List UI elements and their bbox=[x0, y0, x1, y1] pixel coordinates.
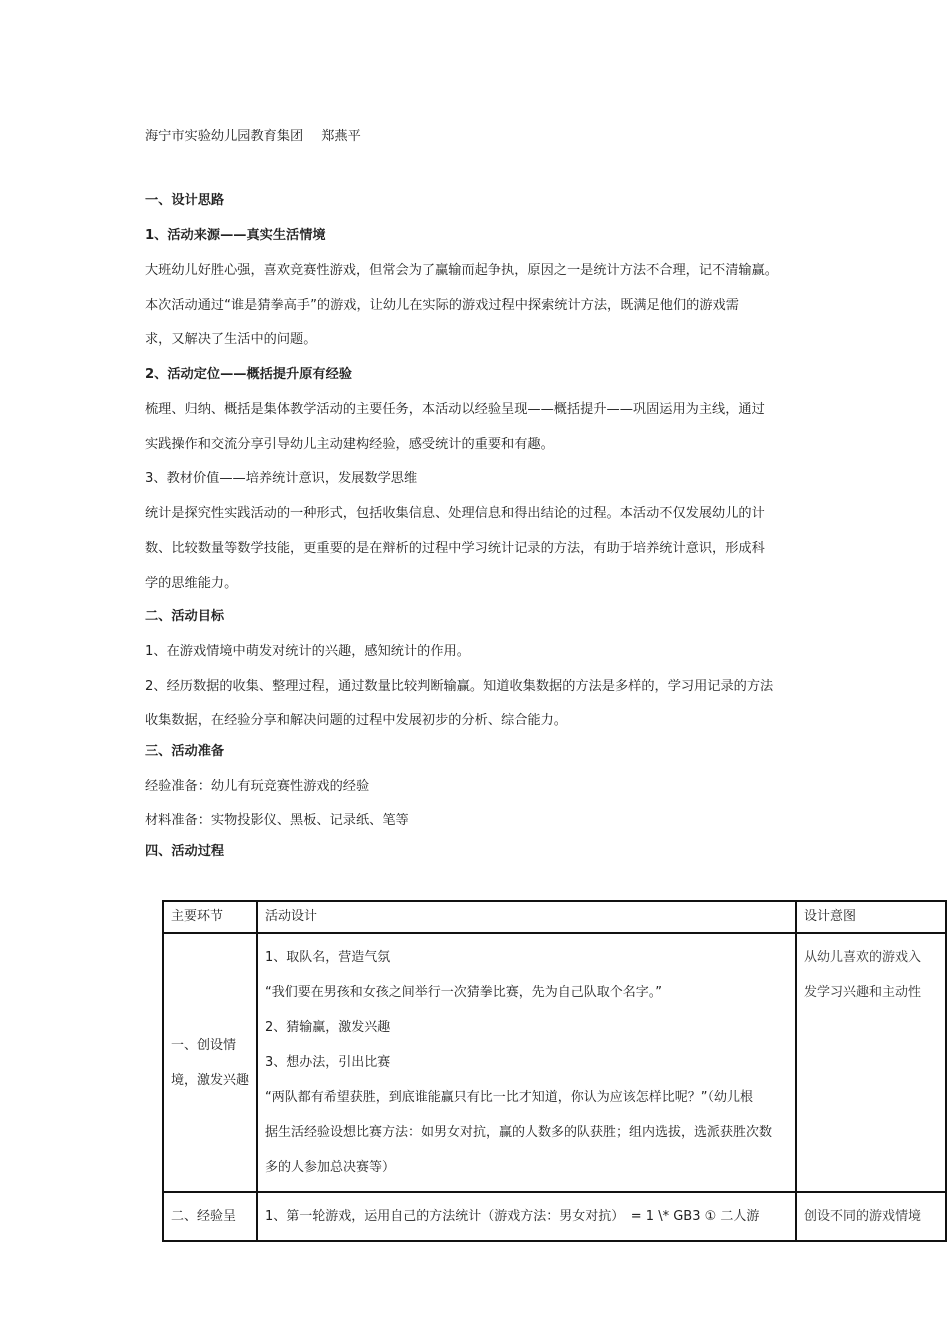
design-line: “我们要在男孩和女孩之间举行一次猜拳比赛，先为自己队取个名字。” bbox=[265, 985, 662, 1000]
header-cell: 设计意图 bbox=[796, 901, 946, 933]
stage-text: 二、经验呈 bbox=[171, 1209, 237, 1224]
design-line: 多的人参加总决赛等） bbox=[265, 1160, 396, 1175]
prep-line: 经验准备：幼儿有玩竞赛性游戏的经验 bbox=[145, 779, 370, 794]
header-cell: 活动设计 bbox=[257, 901, 796, 933]
design-line: 3、想办法，引出比赛 bbox=[265, 1055, 391, 1070]
section-heading-prep: 三、活动准备 bbox=[145, 744, 225, 759]
intent-line: 从幼儿喜欢的游戏入 bbox=[804, 950, 922, 965]
prep-line: 材料准备：实物投影仪、黑板、记录纸、笔等 bbox=[145, 813, 409, 828]
paragraph-line: 梳理、归纳、概括是集体教学活动的主要任务，本活动以经验呈现——概括提升——巩固运用为主线，通过 bbox=[145, 402, 765, 417]
goal-line: 2、经历数据的收集、整理过程，通过数量比较判断输赢。知道收集数据的方法是多样的，学习用记录的方法 bbox=[145, 679, 774, 694]
author-line bbox=[145, 128, 815, 146]
paragraph-line: 实践操作和交流分享引导幼儿主动建构经验，感受统计的重要和有趣。 bbox=[145, 437, 554, 452]
paragraph-line: 统计是探究性实践活动的一种形式，包括收集信息、处理信息和得出结论的过程。本活动不仅发展幼儿的计 bbox=[145, 506, 765, 521]
stage-text: 一、创设情 bbox=[171, 1037, 237, 1053]
design-line: 1、取队名，营造气氛 bbox=[265, 950, 391, 965]
paragraph-line: 数、比较数量等数学技能，更重要的是在辩析的过程中学习统计记录的方法，有助于培养统计意识，形成科 bbox=[145, 541, 765, 556]
goal-line: 1、在游戏情境中萌发对统计的兴趣，感知统计的作用。 bbox=[145, 644, 470, 659]
paragraph-line: 学的思维能力。 bbox=[145, 576, 238, 591]
activity-process-table bbox=[162, 900, 947, 1242]
design-cell bbox=[257, 1192, 796, 1241]
intent-line: 发学习兴趣和主动性 bbox=[804, 985, 922, 1000]
subsection-title-value: 3、教材价值——培养统计意识，发展数学思维 bbox=[145, 471, 418, 486]
subsection-title-source: 1、活动来源——真实生活情境 bbox=[145, 228, 326, 243]
design-line: “两队都有希望获胜，到底谁能赢只有比一比才知道，你认为应该怎样比呢？”（幼儿根 bbox=[265, 1090, 753, 1105]
intent-cell bbox=[796, 933, 946, 1192]
header-cell: 主要环节 bbox=[163, 901, 257, 933]
table-header-row bbox=[163, 901, 946, 933]
stage-text: 境，激发兴趣 bbox=[171, 1072, 250, 1088]
design-line: 2、猜输赢，激发兴趣 bbox=[265, 1020, 391, 1035]
subsection-title-positioning: 2、活动定位——概括提升原有经验 bbox=[145, 367, 352, 382]
design-line: 据生活经验设想比赛方法：如男女对抗，赢的人数多的队获胜；组内选拔，选派获胜次数 bbox=[265, 1125, 773, 1140]
paragraph-line: 求，又解决了生活中的问题。 bbox=[145, 332, 317, 347]
design-cell bbox=[257, 933, 796, 1192]
paragraph-line: 本次活动通过“谁是猜拳高手”的游戏，让幼儿在实际的游戏过程中探索统计方法，既满足他们的游戏需 bbox=[145, 298, 739, 313]
author-org: 海宁市实验幼儿园教育集团 bbox=[145, 129, 304, 144]
design-line: 1、第一轮游戏，运用自己的方法统计（游戏方法：男女对抗） = 1 \* GB3 ① 二人游 bbox=[265, 1209, 760, 1224]
section-heading-design: 一、设计思路 bbox=[145, 193, 225, 208]
table-row bbox=[163, 1192, 946, 1241]
intent-line: 创设不同的游戏情境 bbox=[804, 1209, 922, 1224]
intent-cell bbox=[796, 1192, 946, 1241]
stage-cell bbox=[163, 1192, 257, 1241]
paragraph-line: 大班幼儿好胜心强，喜欢竞赛性游戏，但常会为了赢输而起争执，原因之一是统计方法不合理，记不清输赢。 bbox=[145, 263, 778, 278]
table-row bbox=[163, 933, 946, 1192]
goal-line: 收集数据，在经验分享和解决问题的过程中发展初步的分析、综合能力。 bbox=[145, 713, 567, 728]
stage-cell bbox=[163, 933, 257, 1192]
section-heading-goals: 二、活动目标 bbox=[145, 609, 225, 624]
author-name: 郑燕平 bbox=[321, 129, 361, 144]
section-heading-process: 四、活动过程 bbox=[145, 844, 225, 859]
